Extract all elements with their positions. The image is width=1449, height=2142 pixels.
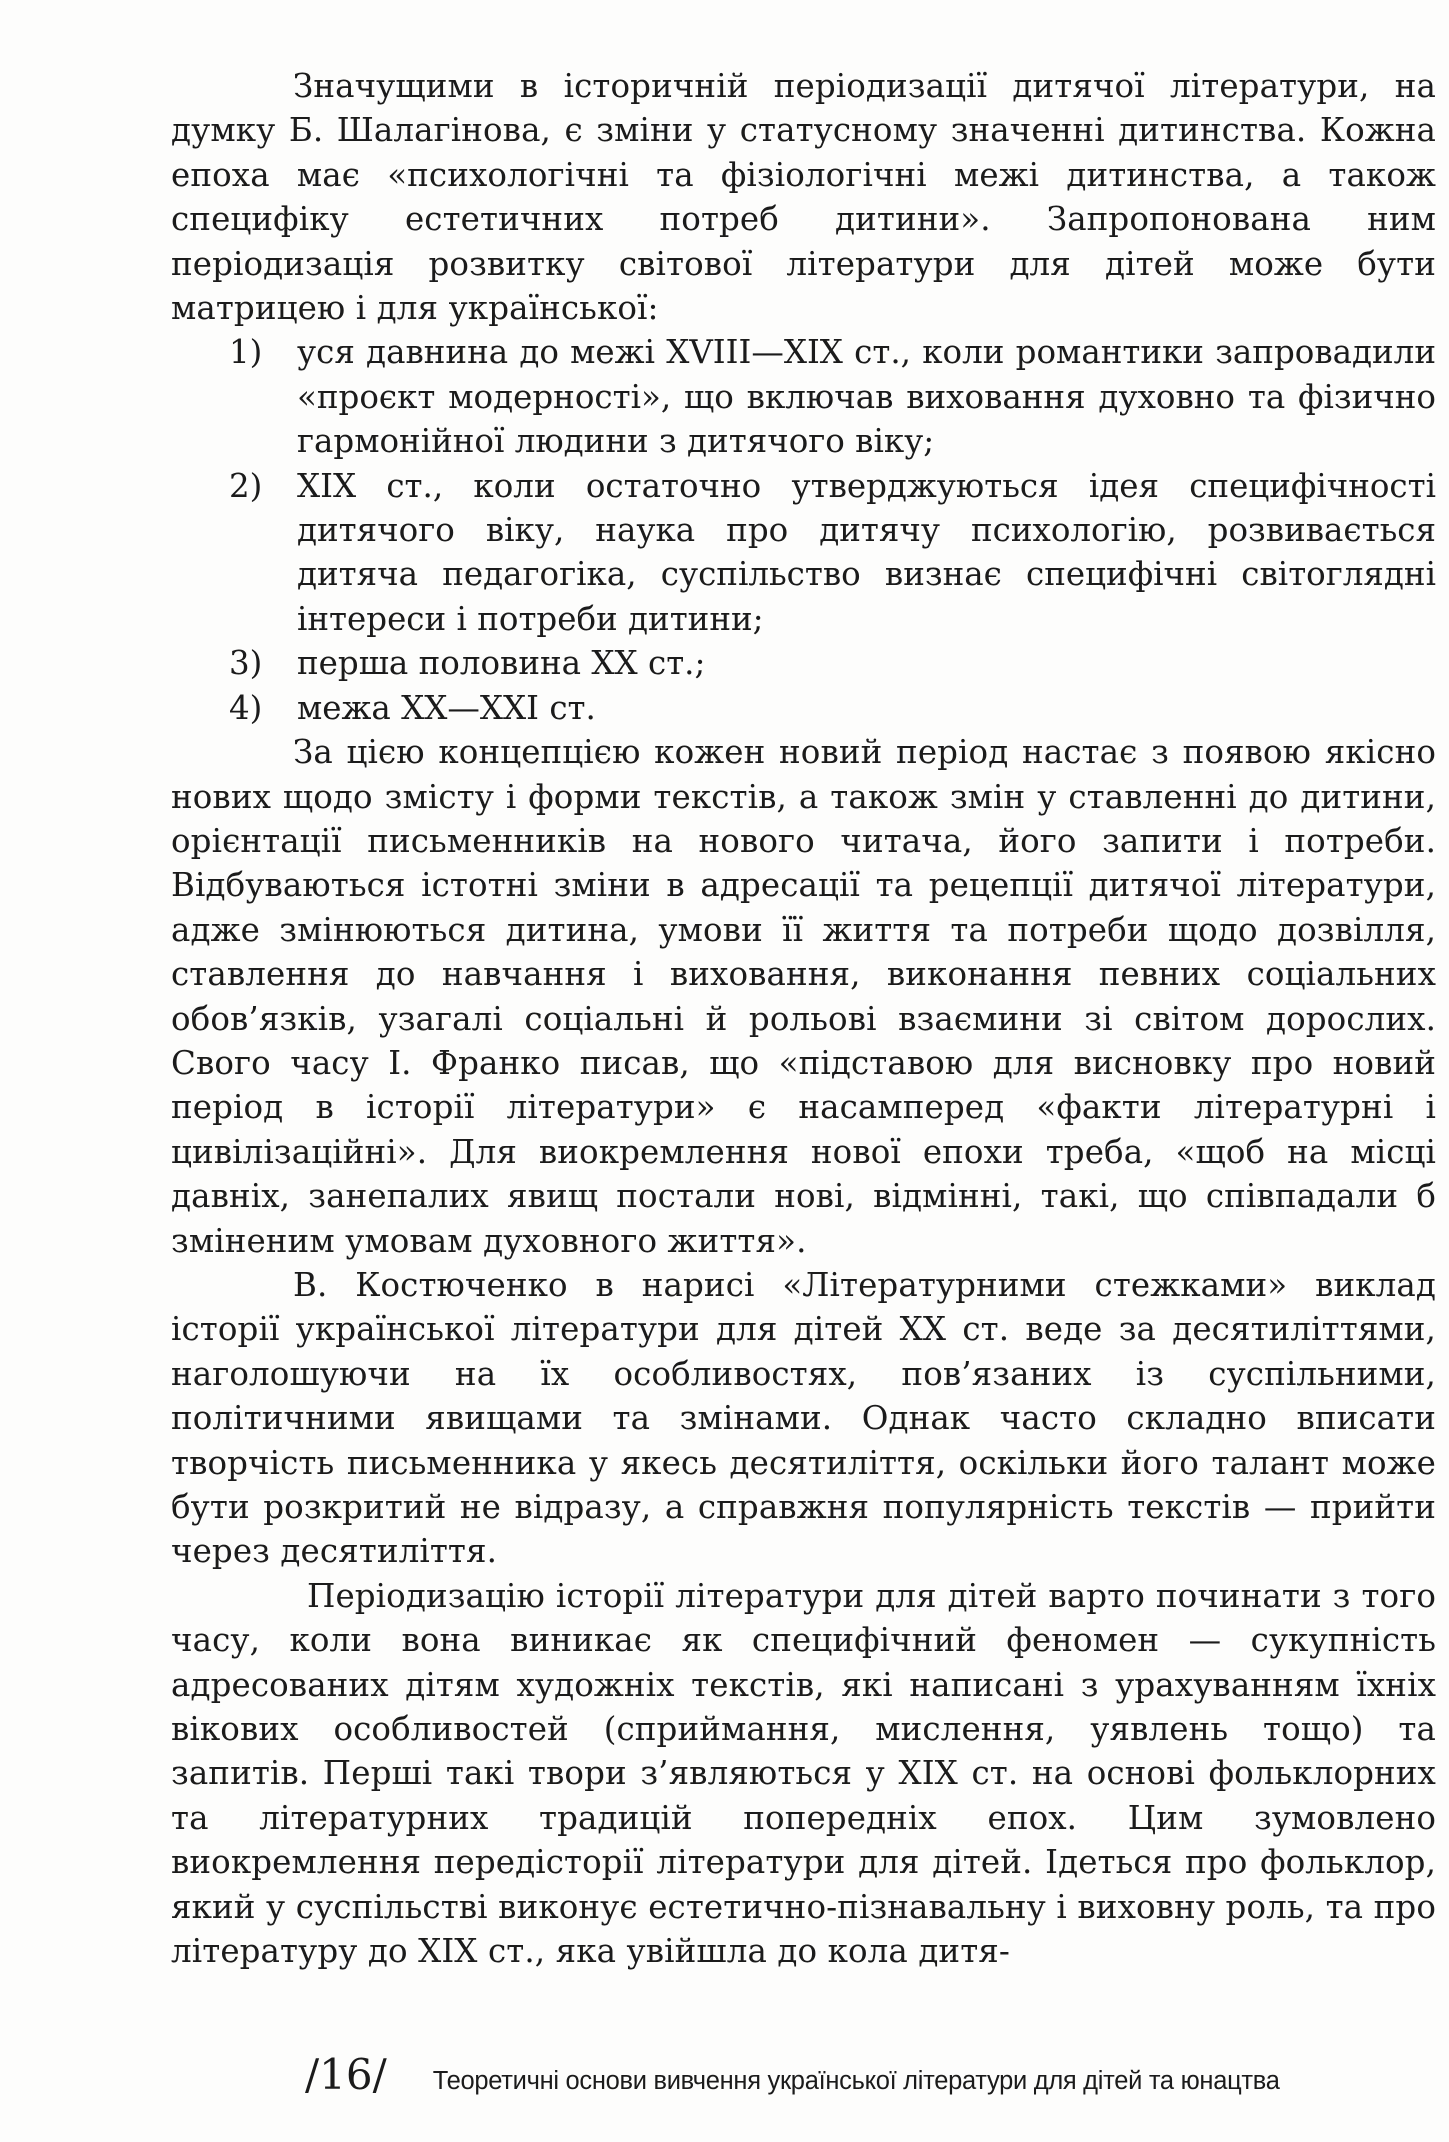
- period-text: межа XX—XXI ст.: [297, 688, 596, 727]
- period-item: [171, 641, 1436, 685]
- period-number: 2): [229, 466, 263, 505]
- period-text: уся давнина до межі XVIII—XIX ст., коли романтики запровадили «проєкт модерності», що включав виховання духовно та фізично гармонійної людини з дитячого віку;: [297, 333, 1436, 461]
- period-text: XIX ст., коли остаточно утверджуються ідея специфічності дитячого віку, наука про дитячу психологію, розвивається дитяча педагогіка, суспільство визнає специфічні світоглядні інтереси і потреби дитини;: [297, 466, 1436, 638]
- page-footer: [305, 2050, 1280, 2106]
- page-number: /16/: [305, 2050, 387, 2099]
- paragraph-kostiuchenko: В. Костюченко в нарисі «Літературними стежками» виклад історії української літератури для дітей XX ст. веде за десятиліттями, наголошуючи на їх особливостях, пов’язаних із суспільними, політичними явищами та змінами. Однак часто складно вписати творчість письменника у якесь десятиліття, оскільки його талант може бути розкритий не відразу, а справжня популярність текстів — прийти через десятиліття.: [171, 1265, 1436, 1571]
- body-text: [171, 64, 1436, 1973]
- periods-list: [171, 330, 1436, 730]
- period-text: перша половина XX ст.;: [297, 644, 706, 683]
- period-number: 4): [229, 688, 263, 727]
- paragraph-periodization-intro: Значущими в історичній періодизації дитячої літератури, на думку Б. Шалагінова, є зміни у статусному значенні дитинства. Кожна епоха має «психологічні та фізіологічні межі дитинства, а також специфіку естетичних потреб дитини». Запропонована ним періодизація розвитку світової літератури для дітей може бути матрицею і для української:: [171, 67, 1436, 328]
- paragraph-periodization-start: Періодизацію історії літератури для дітей варто починати з того часу, коли вона виникає як специфічний феномен — сукупність адресованих дітям художніх текстів, які написані з урахуванням їхніх вікових особливостей (сприймання, мислення, уявлень тощо) та запитів. Перші такі твори з’являються у XIX ст. на основі фольклорних та літературних традицій попередніх епох. Цим зумовлено виокремлення передісторії літератури для дітей. Ідеться про фольклор, який у суспільстві виконує естетично-пізнавальну і виховну роль, та про літературу до XIX ст., яка увійшла до кола дитя-: [171, 1576, 1436, 1971]
- running-title: Теоретичні основи вивчення української літератури для дітей та юнацтва: [432, 2067, 1280, 2095]
- period-item: [171, 686, 1436, 730]
- period-number: 1): [229, 333, 263, 372]
- period-item: [171, 464, 1436, 642]
- paragraph-concept: За цією концепцією кожен новий період настає з появою якісно нових щодо змісту і форми текстів, а також змін у ставленні до дитини, орієнтації письменників на нового читача, його запити і потреби. Відбуваються істотні зміни в адресації та рецепції дитячої літератури, адже змінюються дитина, умови її життя та потреби щодо дозвілля, ставлення до навчання і виховання, виконання певних соціальних обов’язків, узагалі соціальні й рольові взаємини зі світом дорослих. Свого часу І. Франко писав, що «підставою для висновку про новий період в історії літератури» є насамперед «факти літературні і цивілізаційні». Для виокремлення нової епохи треба, «щоб на місці давніх, занепалих явищ постали нові, відмінні, такі, що співпадали б зміненим умовам духовного життя».: [171, 733, 1436, 1260]
- period-number: 3): [229, 644, 263, 683]
- period-item: [171, 330, 1436, 463]
